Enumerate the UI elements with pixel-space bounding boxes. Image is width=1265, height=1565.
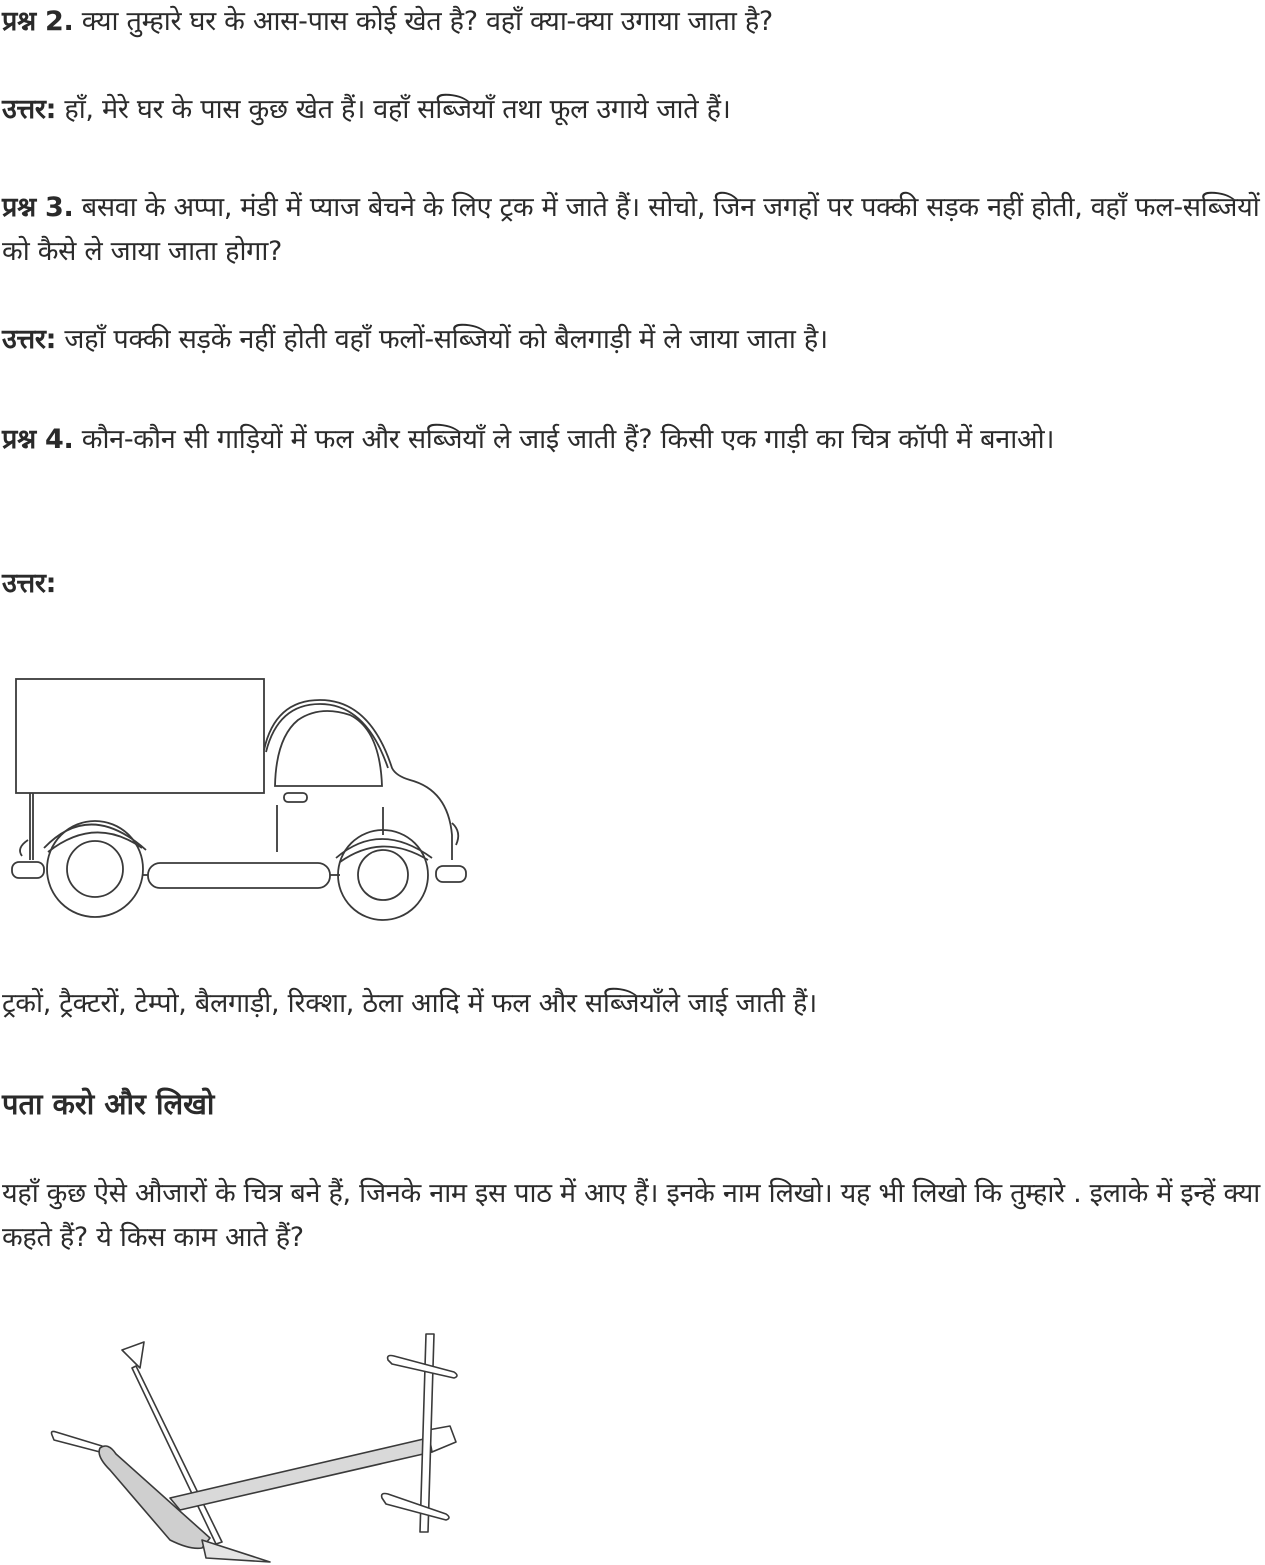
answer-4-label: उत्तर:: [2, 568, 57, 599]
answer-2: [2, 88, 1264, 132]
plough-illustration: [30, 1320, 480, 1565]
question-3-text: बसवा के अप्पा, मंडी में प्याज बेचने के लिए ट्रक में जाते हैं। सोचो, जिन जगहों पर पक्की सड़क नहीं होती, वहाँ फल-सब्जियों को कैसे ले जाया जाता होगा?: [2, 192, 1260, 267]
section-heading: पता करो और लिखो: [2, 1087, 215, 1121]
answer-3: [2, 318, 1264, 362]
plough-icon: [30, 1320, 480, 1565]
question-4-label: प्रश्न 4.: [2, 424, 74, 455]
answer-4: [2, 562, 1264, 606]
question-2: [2, 0, 1264, 44]
answer-3-text: जहाँ पक्की सड़कें नहीं होती वहाँ फलों-सब्जियों को बैलगाड़ी में ले जाया जाता है।: [64, 324, 828, 355]
question-4: [2, 418, 1264, 462]
truck-icon: [0, 660, 480, 930]
question-3: [2, 186, 1264, 274]
answer-3-label: उत्तर:: [2, 324, 57, 355]
question-3-label: प्रश्न 3.: [2, 192, 74, 223]
truck-illustration: [0, 660, 480, 930]
question-4-text: कौन-कौन सी गाड़ियों में फल और सब्जियाँ ले जाई जाती हैं? किसी एक गाड़ी का चित्र कॉपी में बनाओ।: [81, 424, 1055, 455]
section-text: यहाँ कुछ ऐसे औजारों के चित्र बने हैं, जिनके नाम इस पाठ में आए हैं। इनके नाम लिखो। यह भी लिखो कि तुम्हारे . इलाके में इन्हें क्या कहते हैं? ये किस काम आते हैं?: [2, 1178, 1260, 1253]
question-2-text: क्या तुम्हारे घर के आस-पास कोई खेत है? वहाँ क्या-क्या उगाया जाता है?: [81, 6, 773, 37]
question-2-label: प्रश्न 2.: [2, 6, 74, 37]
answer-4-text: ट्रकों, ट्रैक्टरों, टेम्पो, बैलगाड़ी, रिक्शा, ठेला आदि में फल और सब्जियाँले जाई जाती हैं।: [2, 988, 817, 1019]
answer-2-text: हाँ, मेरे घर के पास कुछ खेत हैं। वहाँ सब्जियाँ तथा फूल उगाये जाते हैं।: [64, 94, 731, 125]
answer-2-label: उत्तर:: [2, 94, 57, 125]
